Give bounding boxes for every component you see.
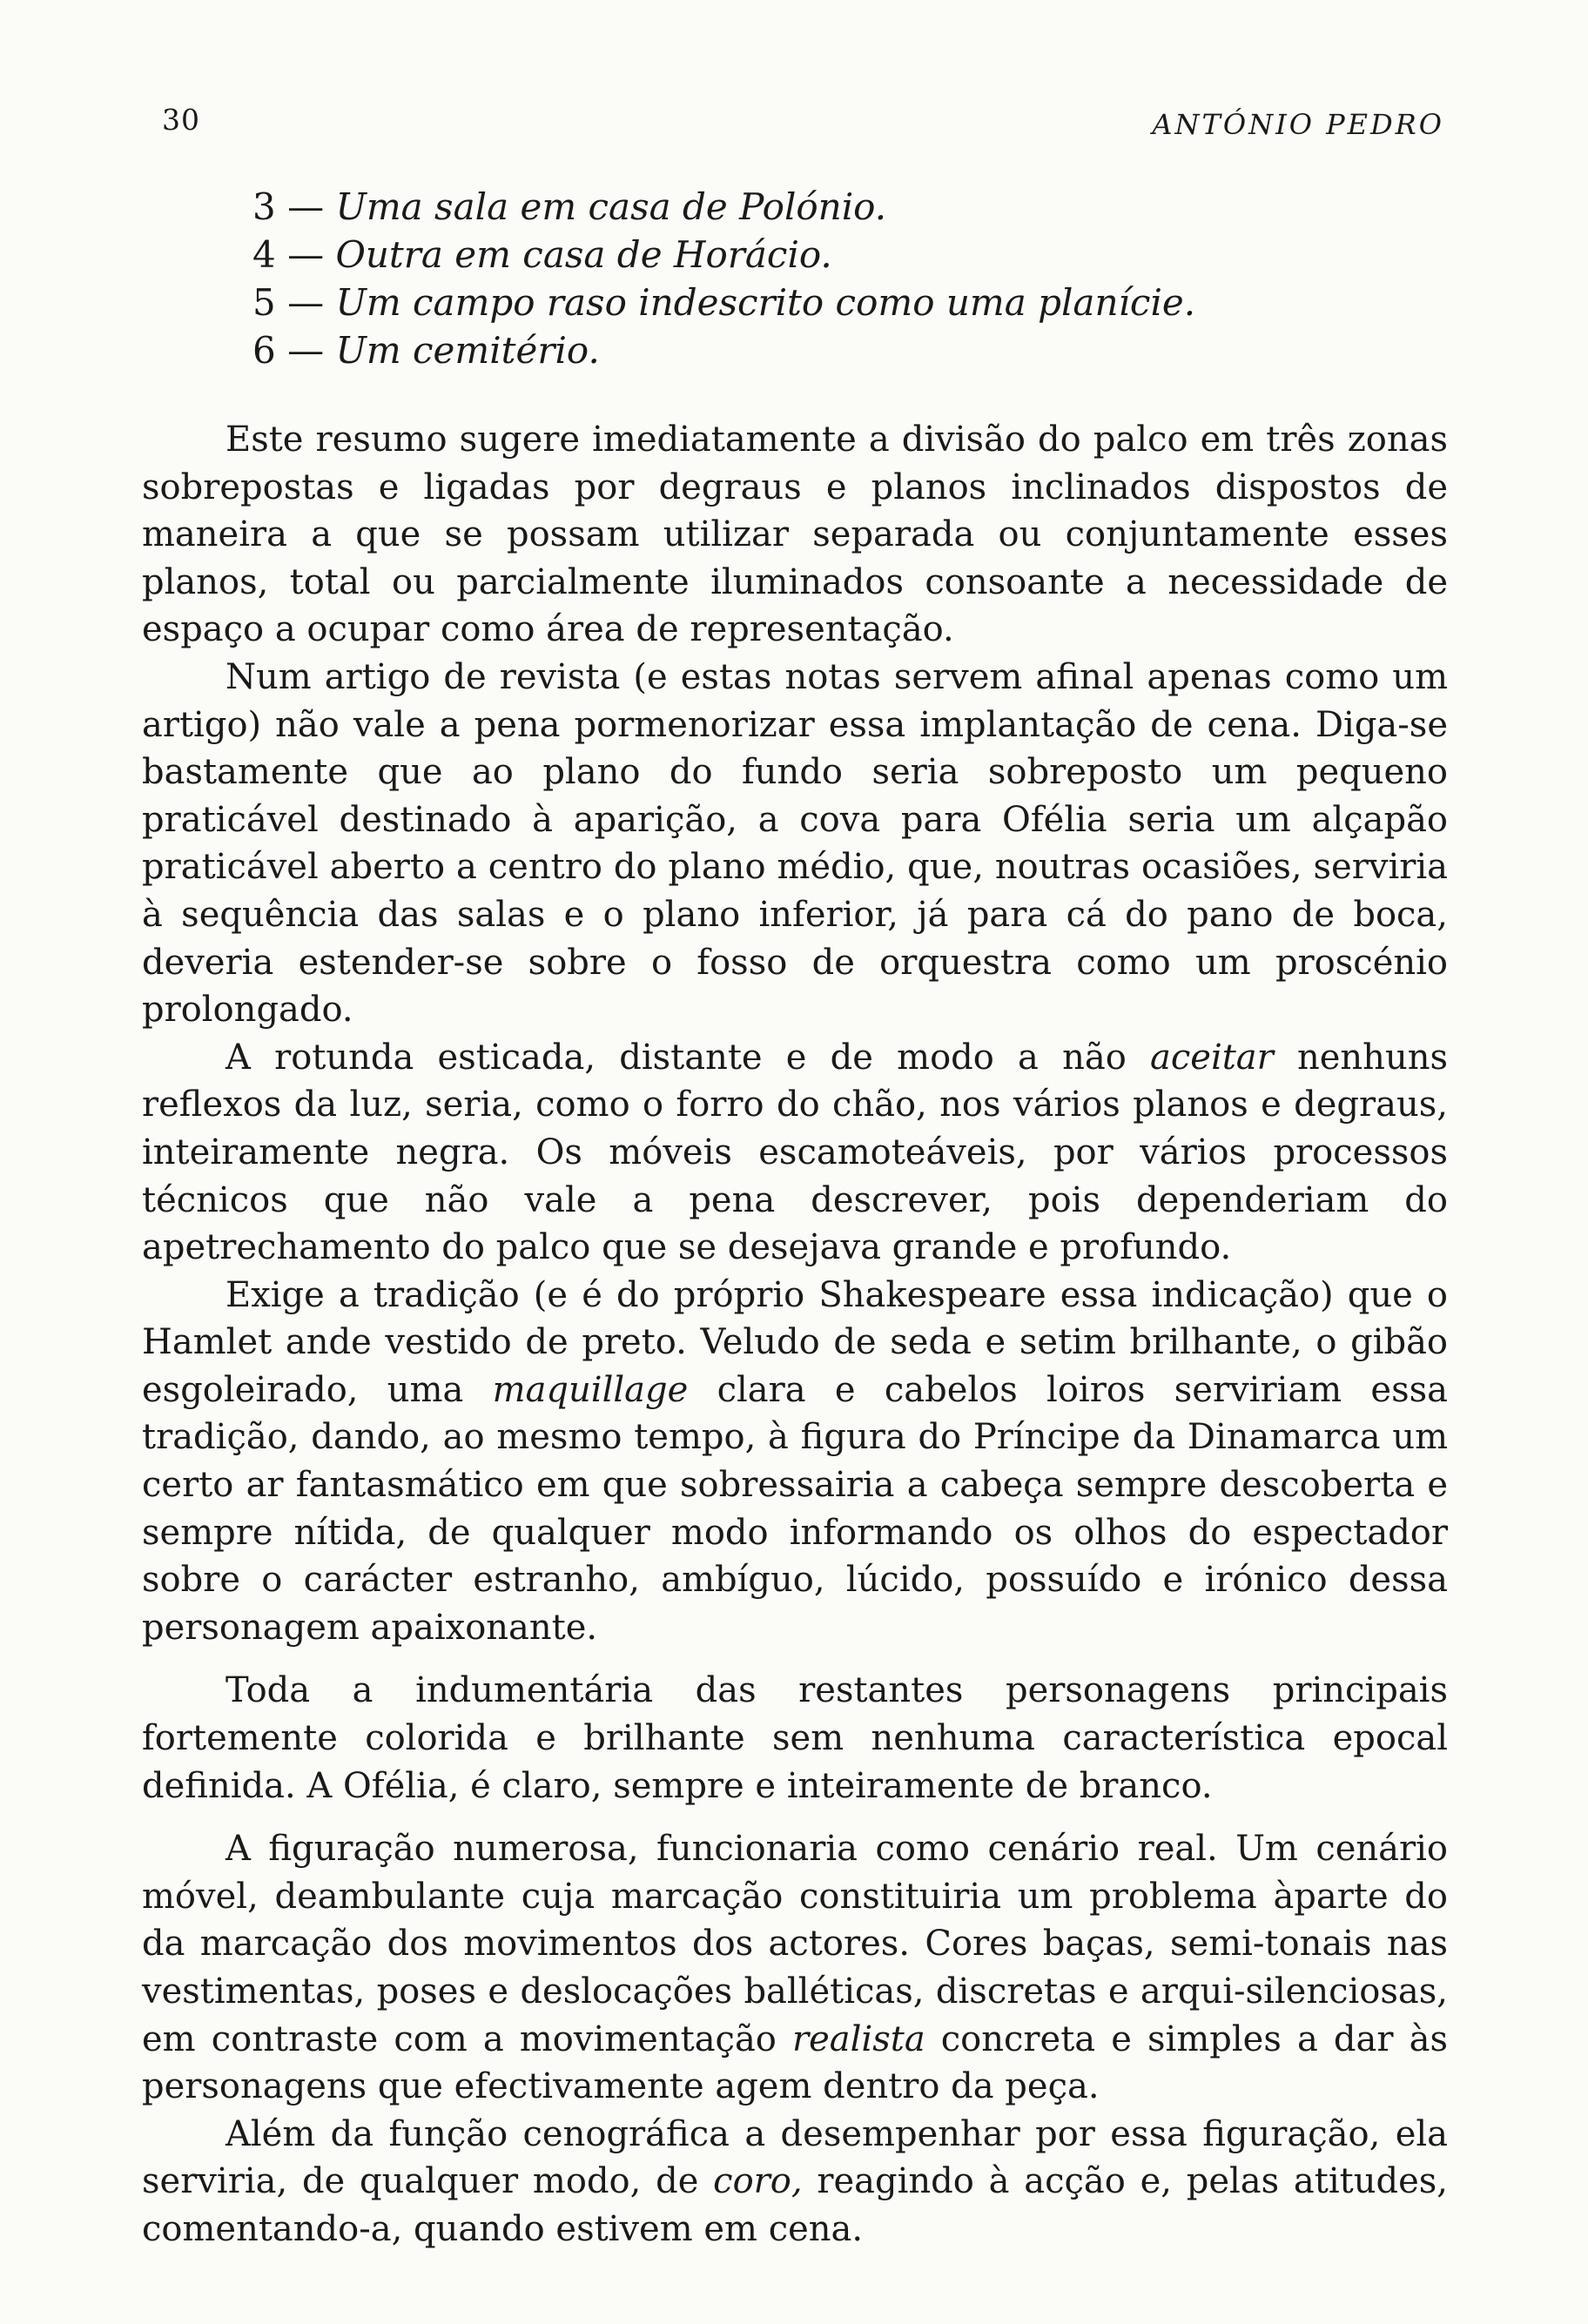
italic-term: aceitar	[1150, 1037, 1274, 1078]
scene-description: Um cemitério.	[335, 329, 600, 372]
body-text	[142, 416, 1448, 2253]
italic-term: realista	[791, 2018, 925, 2059]
paragraph	[142, 1034, 1448, 1272]
paragraph	[142, 1667, 1448, 1810]
scene-number: 5 —	[252, 281, 336, 324]
paragraph	[142, 1272, 1448, 1652]
paragraph	[142, 416, 1448, 654]
scene-number: 3 —	[252, 185, 336, 228]
page-number: 30	[162, 103, 200, 137]
paragraph-text: nenhuns reflexos da luz, seria, como o forro do chão, nos vários planos e degraus, inteiramente negra. Os móveis escamoteáveis, por vários processos técnicos que não vale a pena descrever, pois dependeriam do apetrechamento do palco que se desejava grande e profundo.	[142, 1037, 1448, 1268]
scene-number: 6 —	[252, 329, 336, 372]
scene-list-item	[252, 279, 1195, 326]
paragraph-text: Num artigo de revista (e estas notas servem afinal apenas como um artigo) não vale a pena pormenorizar essa implantação de cena. Diga-se bastamente que ao plano do fundo seria sobreposto um pequeno praticável destinado à aparição, a cova para Ofélia seria um alçapão praticável aberto a centro do plano médio, que, noutras ocasiões, serviria à sequência das salas e o plano inferior, já para cá do pano de boca, deveria estender-se sobre o fosso de orquestra como um proscénio prolongado.	[142, 656, 1448, 1031]
scene-list-item	[252, 183, 1195, 231]
paragraph-text: A figuração numerosa, funcionaria como cenário real. Um cenário móvel, deambulante cuja marcação constituiria um problema àparte do da marcação dos movimentos dos actores. Cores baças, semi-tonais nas vestimentas, poses e deslocações balléticas, discretas e arqui-silenciosas, em contraste com a movimentação	[142, 1829, 1448, 2059]
scene-list-item	[252, 231, 1195, 279]
paragraph-text: reagindo à acção e, pelas atitudes, comentando-a, quando estivem em cena.	[142, 2161, 1449, 2249]
scene-list	[252, 183, 1195, 374]
paragraph-text: Além da função cenográfica a desempenhar por essa figuração, ela serviria, de qualquer modo, de	[142, 2113, 1448, 2202]
paragraph-text: A rotunda esticada, distante e de modo a não	[225, 1037, 1151, 1078]
scene-description: Uma sala em casa de Polónio.	[335, 185, 887, 228]
scene-list-item	[252, 326, 1195, 374]
paragraph-text: clara e cabelos loiros serviriam essa tradição, dando, ao mesmo tempo, à figura do Príncipe da Dinamarca um certo ar fantasmático em que sobressairia a cabeça sempre descoberta e sempre nítida, de qualquer modo informando os olhos do espectador sobre o carácter estranho, ambíguo, lúcido, possuído e irónico dessa personagem apaixonante.	[142, 1369, 1449, 1648]
italic-term: maquillage	[492, 1369, 689, 1410]
scene-description: Outra em casa de Horácio.	[335, 233, 832, 276]
paragraph-text: Este resumo sugere imediatamente a divisão do palco em três zonas sobrepostas e ligadas por degraus e planos inclinados dispostos de maneira a que se possam utilizar separada ou conjuntamente esses planos, total ou parcialmente iluminados consoante a necessidade de espaço a ocupar como área de representação.	[142, 420, 1448, 650]
paragraph-text: Toda a indumentária das restantes personagens principais fortemente colorida e brilhante sem nenhuma característica epocal definida. A Ofélia, é claro, sempre e inteiramente de branco.	[142, 1670, 1448, 1806]
italic-term: coro,	[713, 2161, 803, 2202]
paragraph	[142, 654, 1448, 1034]
paragraph	[142, 1825, 1448, 2111]
paragraph	[142, 2111, 1448, 2253]
scene-description: Um campo raso indescrito como uma planície.	[335, 281, 1196, 324]
scene-number: 4 —	[252, 233, 336, 276]
running-head: ANTÓNIO PEDRO	[1152, 108, 1444, 141]
paragraph-text: Exige a tradição (e é do próprio Shakespeare essa indicação) que o Hamlet ande vestido de preto. Veludo de seda e setim brilhante, o gibão esgoleirado, uma	[142, 1274, 1448, 1410]
paragraph-text: concreta e simples a dar às personagens que efectivamente agem dentro da peça.	[142, 2018, 1448, 2107]
